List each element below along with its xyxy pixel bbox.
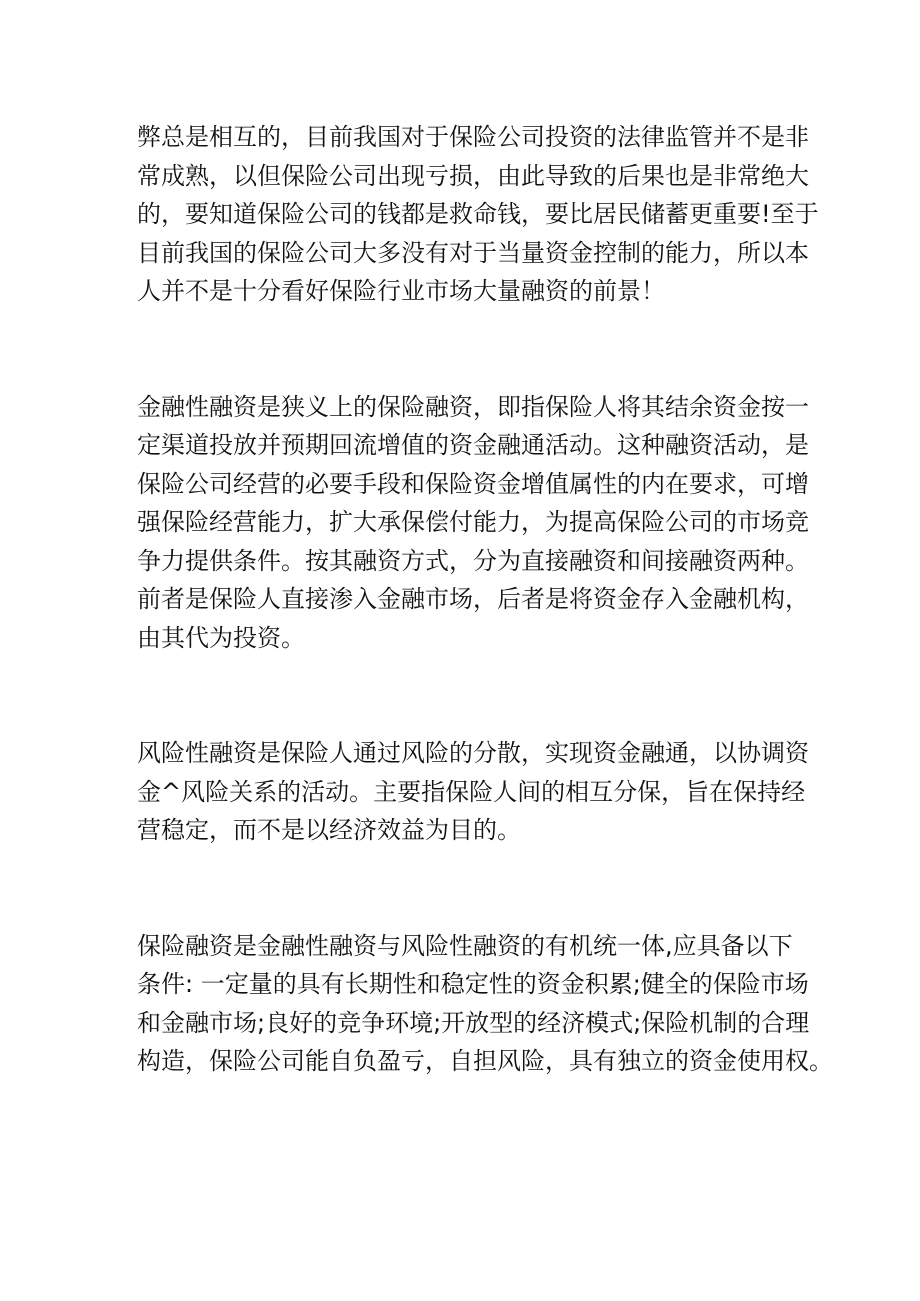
paragraph-line: 争力提供条件。按其融资方式，分为直接融资和间接融资两种。 [137, 546, 809, 575]
paragraph-line: 金^风险关系的活动。主要指保险人间的相互分保，旨在保持经 [137, 777, 806, 806]
document-body [137, 118, 833, 1158]
paragraph-line: 常成熟，以但保险公司出现亏损，由此导致的后果也是非常绝大 [137, 161, 809, 190]
paragraph-line: 和金融市场;良好的竞争环境;开放型的经济模式;保险机制的合理 [137, 1008, 810, 1037]
paragraph-line: 风险性融资是保险人通过风险的分散，实现资金融通，以协调资 [137, 739, 809, 767]
paragraph-line: 营稳定，而不是以经济效益为目的。 [137, 816, 521, 844]
paragraph-line: 强保险经营能力，扩大承保偿付能力，为提高保险公司的市场竞 [137, 508, 809, 536]
paragraph-3 [137, 734, 809, 850]
paragraph-4 [137, 927, 833, 1081]
paragraph-line: 弊总是相互的，目前我国对于保险公司投资的法律监管并不是非 [137, 123, 809, 151]
paragraph-2 [137, 388, 809, 658]
paragraph-line: 目前我国的保险公司大多没有对于当量资金控制的能力，所以本 [137, 238, 809, 267]
paragraph-line: 前者是保险人直接渗入金融市场，后者是将资金存入金融机构， [137, 585, 809, 613]
paragraph-line: 保险融资是金融性融资与风险性融资的有机统一体,应具备以下 [137, 931, 793, 960]
paragraph-line: 人并不是十分看好保险行业市场大量融资的前景！ [137, 277, 665, 305]
paragraph-line: 由其代为投资。 [137, 623, 305, 652]
paragraph-line: 条件: 一定量的具有长期性和稳定性的资金积累;健全的保险市场 [137, 970, 809, 998]
paragraph-line: 保险公司经营的必要手段和保险资金增值属性的内在要求，可增 [137, 469, 809, 498]
paragraph-line: 构造，保险公司能自负盈亏，自担风险，具有独立的资金使用权。 [137, 1047, 833, 1075]
paragraph-1 [137, 118, 819, 311]
paragraph-line: 金融性融资是狭义上的保险融资，即指保险人将其结余资金按一 [137, 392, 809, 421]
paragraph-line: 定渠道投放并预期回流增值的资金融通活动。这种融资活动，是 [137, 431, 809, 459]
paragraph-line: 的，要知道保险公司的钱都是救命钱，要比居民储蓄更重要!至于 [137, 200, 819, 228]
